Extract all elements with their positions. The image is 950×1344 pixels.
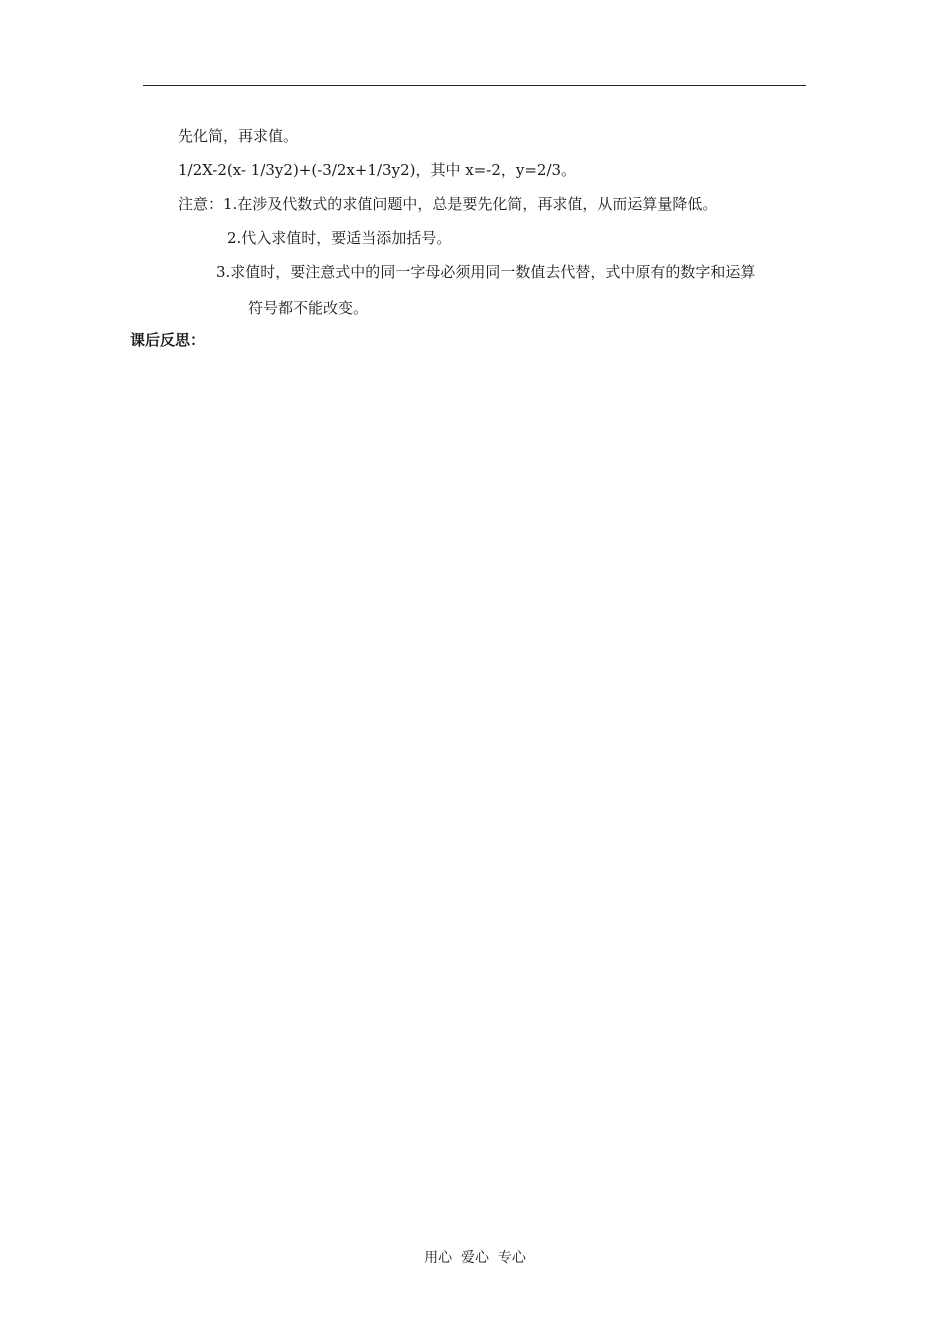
note-item-3: 3.求值时，要注意式中的同一字母必须用同一数值去代替，式中原有的数字和运算 xyxy=(216,263,756,281)
expression-line: 1/2X-2(x- 1/3y2)+(-3/2x+1/3y2)，其中 x=-2，y=2/3。 xyxy=(178,161,577,179)
note-item-1: 注意：1.在涉及代数式的求值问题中，总是要先化简，再求值，从而运算量降低。 xyxy=(178,195,718,213)
page-footer: 用心 爱心 专心 xyxy=(424,1250,526,1266)
note-item-2: 2.代入求值时，要适当添加括号。 xyxy=(227,229,452,247)
note-item-3-continued: 符号都不能改变。 xyxy=(248,299,369,317)
instruction-line: 先化简，再求值。 xyxy=(178,127,299,145)
header-rule xyxy=(143,85,806,86)
reflection-heading: 课后反思： xyxy=(130,331,206,349)
